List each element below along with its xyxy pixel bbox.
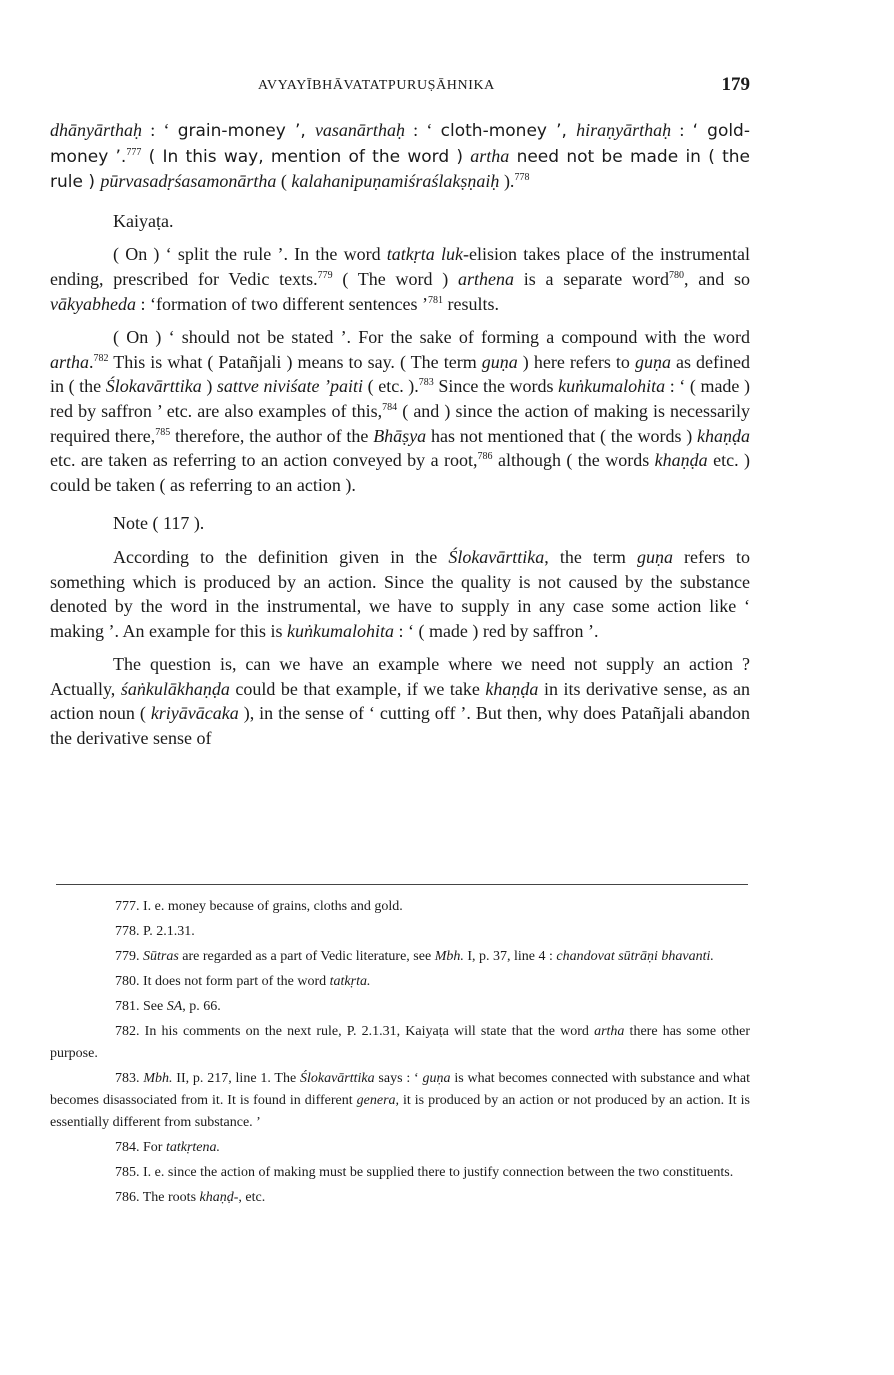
footnote-ref: 786 [477, 451, 493, 463]
paragraph-split-rule: ( On ) ‘ split the rule ’. In the word tatkṛta luk-elision takes place of the instrumental ending, prescribed for Vedic texts.$^{779}$ ( The word ) arthena is a separate word$^{780}$, and so vākyabheda : ‘formation of two different sentences ’$^{781}$ results. [50, 244, 750, 314]
main-text [50, 118, 750, 751]
footnote-780: 780. It does not form part of the word tatkṛta. [115, 974, 371, 989]
footnote-ref: 785 [155, 426, 171, 438]
footnote-783: 783. Mbh. II, p. 217, line 1. The Ślokavārttika says : ‘ guṇa is what becomes connected with substance and what becomes disassociated from it. It is found in different genera, it is produced by an action or not produced by an action. It is essentially different from substance. ’ [50, 1071, 750, 1130]
footnote-ref: 784 [382, 401, 398, 413]
footnote-778: 778. P. 2.1.31. [115, 924, 195, 939]
footnotes [50, 896, 750, 1209]
footnote-784: 784. For tatkṛtena. [115, 1140, 220, 1155]
section-heading-note: Note ( 117 ). [113, 513, 205, 534]
footnote-ref: 778 [514, 172, 530, 184]
footnote-divider [56, 884, 748, 885]
footnote-ref: 779 [317, 269, 333, 281]
running-title: AVYAYĪBHĀVATATPURUṢĀHNIKA [258, 78, 495, 93]
footnote-777: 777. I. e. money because of grains, cloths and gold. [115, 899, 403, 914]
footnote-ref: 777 [126, 146, 142, 158]
paragraph-compound-examples: dhānyārthaḥ : ‘ grain-money ’, vasanārthaḥ : ‘ cloth-money ’, hiraṇyārthaḥ : ‘ gold-money ’.$^{777}$ ( In this way, mention of the word ) artha need not be made in ( the rule ) pūrvasadṛśasamonārtha ( kalahanipuṇamiśraślakṣṇaiḥ ).$^{778}$ [50, 120, 751, 193]
footnote-782: 782. In his comments on the next rule, P. 2.1.31, Kaiyaṭa will state that the word artha there has some other purpose. [50, 1024, 750, 1061]
paragraph-should-not-be-stated: ( On ) ‘ should not be stated ’. For the sake of forming a compound with the word artha.$^{782}$ This is what ( Patañjali ) means to say. ( The term guṇa ) here refers to guṇa as defined in ( the Ślokavārttika ) sattve niviśate ’paiti ( etc. ).$^{783}$ Since the words kuṅkumalohita : ‘ ( made ) red by saffron ’ etc. are also examples of this,$^{784}$ ( and ) since the action of making is necessarily required there,$^{785}$ therefore, the author of the Bhāṣya has not mentioned that ( the words ) khaṇḍa etc. are taken as referring to an action conveyed by a root,$^{786}$ although ( the words khaṇḍa etc. ) could be taken ( as referring to an action ). [50, 327, 751, 495]
footnote-ref: 783 [418, 377, 434, 389]
footnote-781: 781. See SA, p. 66. [115, 999, 221, 1014]
paragraph-question: The question is, can we have an example where we need not supply an action ? Actually, śaṅkulākhaṇḍa could be that example, if we take khaṇḍa in its derivative sense, as an action noun ( kriyāvācaka ), in the sense of ‘ cutting off ’. But then, why does Patañjali abandon the derivative sense of [50, 654, 751, 749]
footnote-ref: 780 [668, 269, 684, 281]
section-heading-kaiyata: Kaiyaṭa. [113, 210, 174, 231]
page-number: 179 [721, 74, 750, 95]
footnote-ref: 782 [93, 352, 109, 364]
paragraph-slokavarttika-definition: According to the definition given in the Ślokavārttika, the term guṇa refers to something which is produced by an action. Since the quality is not caused by the substance denoted by the word in the instrumental, we have to supply in any case some action like ‘ making ’. An example for this is kuṅkumalohita : ‘ ( made ) red by saffron ’. [50, 546, 751, 641]
footnote-785: 785. I. e. since the action of making must be supplied there to justify connection between the two constituents. [115, 1165, 734, 1180]
page-header [50, 74, 750, 102]
footnote-779: 779. Sūtras are regarded as a part of Vedic literature, see Mbh. I, p. 37, line 4 : chandovat sūtrāṇi bhavanti. [115, 949, 714, 964]
footnote-ref: 781 [428, 294, 444, 306]
footnote-786: 786. The roots khaṇḍ-, etc. [115, 1190, 266, 1205]
